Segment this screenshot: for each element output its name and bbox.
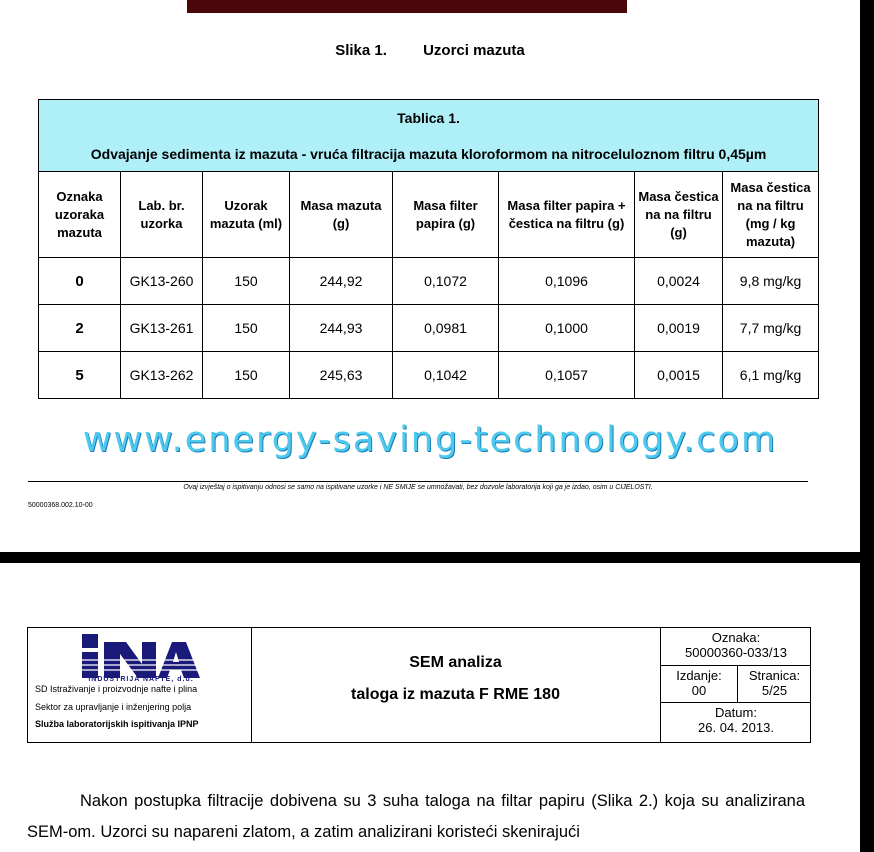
cell-masa-cestica: 0,0019 <box>635 305 723 352</box>
ina-logo-icon <box>80 634 200 678</box>
table-subtitle: Odvajanje sedimenta iz mazuta - vruća filtracija mazuta kloroformom na nitroceluloznom filtru 0,45µm <box>90 145 767 162</box>
cell-masa-filter-cestica: 0,1000 <box>499 305 635 352</box>
cell-masa-mazuta: 244,93 <box>290 305 393 352</box>
cell-masa-cestica: 0,0015 <box>635 352 723 399</box>
header-info-block <box>660 628 811 742</box>
cell-uzorak: 150 <box>203 352 290 399</box>
col-header-masa-filter: Masa filter papira (g) <box>393 172 499 258</box>
sediment-table <box>38 99 819 399</box>
cell-lab-br: GK13-260 <box>121 258 203 305</box>
table-row <box>39 258 819 305</box>
col-header-lab-br: Lab. br. uzorka <box>121 172 203 258</box>
cell-lab-br: GK13-261 <box>121 305 203 352</box>
izdanje-label: Izdanje: <box>676 668 722 683</box>
watermark-url: www.energy-saving-technology.com <box>82 420 778 460</box>
col-header-masa-mazuta: Masa mazuta (g) <box>290 172 393 258</box>
cell-oznaka: 2 <box>39 305 121 352</box>
figure-number: Slika 1. <box>335 42 387 59</box>
table-row <box>39 352 819 399</box>
header-title-block <box>252 628 659 742</box>
cell-oznaka: 0 <box>39 258 121 305</box>
cell-masa-filter: 0,1072 <box>393 258 499 305</box>
body-paragraph <box>27 786 805 848</box>
cell-masa-cestica-mgkg: 7,7 mg/kg <box>723 305 819 352</box>
footer-divider <box>28 481 808 482</box>
cell-masa-filter: 0,0981 <box>393 305 499 352</box>
doc-title-line1: SEM analiza <box>409 654 502 671</box>
col-header-uzorak: Uzorak mazuta (ml) <box>203 172 290 258</box>
table-title: Tablica 1. <box>397 109 460 126</box>
org-line: SD Istraživanje i proizvodnje nafte i plina <box>35 684 198 694</box>
figure-title: Uzorci mazuta <box>423 42 525 59</box>
oznaka-cell <box>661 628 811 666</box>
col-header-oznaka: Oznaka uzoraka mazuta <box>39 172 121 258</box>
stranica-value: 5/25 <box>761 683 788 698</box>
cell-masa-cestica-mgkg: 6,1 mg/kg <box>723 352 819 399</box>
datum-cell <box>661 705 811 735</box>
stranica-label: Stranica: <box>748 668 801 683</box>
cell-masa-cestica-mgkg: 9,8 mg/kg <box>723 258 819 305</box>
oznaka-label: Oznaka: <box>711 630 761 645</box>
cell-oznaka: 5 <box>39 352 121 399</box>
cell-lab-br: GK13-262 <box>121 352 203 399</box>
cell-masa-mazuta: 244,92 <box>290 258 393 305</box>
org-line: Služba laboratorijskih ispitivanja IPNP <box>35 719 199 729</box>
document-header <box>27 627 811 743</box>
izdanje-value: 00 <box>691 683 707 698</box>
org-line: Sektor za upravljanje i inženjering polja <box>35 702 192 712</box>
figure-caption <box>0 42 860 59</box>
footer-doc-code: 50000368.002.10-00 <box>28 502 93 509</box>
cell-masa-filter: 0,1042 <box>393 352 499 399</box>
body-paragraph-text: Nakon postupka filtracije dobivena su 3 suha taloga na filtar papiru (Slika 2.) koja su analizirana SEM-om. Uzorci su napareni zlatom, a zatim analizirani koristeći skenirajući <box>27 792 805 841</box>
table-header <box>39 100 819 172</box>
footer-disclaimer: Ovaj izvještaj o ispitivanju odnosi se samo na ispitivane uzorke i NE SMIJE se umnožavati, bez dozvole laboratorija koji ga je izdao, osim u CIJELOSTI. <box>183 484 653 491</box>
cell-masa-filter-cestica: 0,1057 <box>499 352 635 399</box>
col-header-masa-cestica: Masa čestica na na filtru (g) <box>635 172 723 258</box>
izdanje-cell <box>661 666 738 703</box>
stranica-cell <box>738 666 811 703</box>
cell-uzorak: 150 <box>203 258 290 305</box>
datum-label: Datum: <box>715 705 757 720</box>
col-header-masa-cestica-mgkg: Masa čestica na na filtru (mg / kg mazuta) <box>723 172 819 258</box>
cell-masa-cestica: 0,0024 <box>635 258 723 305</box>
table-row <box>39 305 819 352</box>
cell-uzorak: 150 <box>203 305 290 352</box>
cell-masa-mazuta: 245,63 <box>290 352 393 399</box>
header-logo-block <box>28 628 252 742</box>
cell-masa-filter-cestica: 0,1096 <box>499 258 635 305</box>
logo-subtitle: INDUSTRIJA NAFTE, d.d. <box>88 676 194 683</box>
sample-photo <box>187 0 627 13</box>
datum-value: 26. 04. 2013. <box>698 720 774 735</box>
oznaka-value: 50000360-033/13 <box>685 645 787 660</box>
col-header-masa-filter-cestica: Masa filter papira + čestica na filtru (g) <box>499 172 635 258</box>
doc-title-line2: taloga iz mazuta F RME 180 <box>351 686 560 703</box>
